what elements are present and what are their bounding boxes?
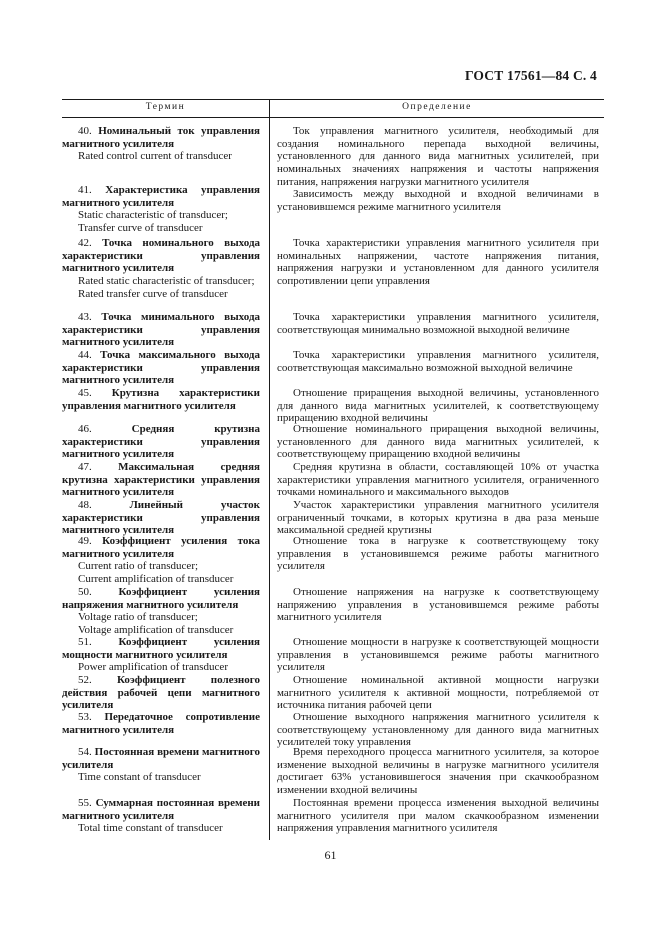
- definition-cell: Участок характеристики управления магнитного усилителя ограниченный точками, в которых крутизна в два раза меньше максимальной средней крутизны: [277, 499, 599, 537]
- definition-cell: Зависимость между выходной и входной величинами в установившемся режиме магнитного усилителя: [277, 188, 599, 213]
- page-number: 61: [324, 848, 337, 862]
- term-cell: [62, 125, 260, 163]
- term-number: 42.: [78, 237, 92, 249]
- term-name: Коэффициент усиления напряжения магнитного усилителя: [62, 586, 260, 611]
- term-cell: [62, 711, 260, 736]
- document-id: ГОСТ 17561—84 С. 4: [464, 68, 597, 83]
- term-title: [62, 349, 260, 387]
- term-name: Точка номинального выхода характеристики управления магнитного усилителя: [62, 237, 261, 275]
- column-header-terms: Термин: [145, 102, 186, 112]
- term-english: Voltage ratio of transducer;: [78, 611, 198, 624]
- definition-cell: Отношение номинального приращения выходной величины, установленного для данного вида магнитных усилителей, к соответствующему приращению входной величины: [277, 423, 599, 461]
- term-english: Total time constant of transducer: [78, 822, 223, 835]
- term-name: Коэффициент усиления мощности магнитного усилителя: [62, 636, 260, 661]
- definition-cell: Средняя крутизна в области, составляющей 10% от участка характеристики управления магнитного усилителя, ограниченного точками номинального и максимального выходов: [277, 461, 599, 499]
- definition-cell: Время переходного процесса магнитного усилителя, за которое изменение выходной величины в нагрузке магнитного усилителя достигает 63% установившегося значения при скачкообразном изменении входной величины: [277, 746, 599, 797]
- table-header-rule: [62, 117, 604, 118]
- term-title: [62, 746, 260, 771]
- term-number: 54.: [78, 746, 92, 758]
- term-number: 55.: [78, 797, 92, 809]
- term-title: [62, 535, 260, 560]
- term-cell: [62, 586, 260, 637]
- term-english: Rated transfer curve of transducer: [78, 287, 228, 300]
- term-cell: [62, 461, 260, 499]
- term-title: [62, 674, 260, 712]
- term-cell: [62, 535, 260, 586]
- term-title: [62, 711, 260, 736]
- term-name: Линейный участок характеристики управления магнитного усилителя: [62, 499, 260, 537]
- term-english: Voltage amplification of transducer: [78, 624, 234, 637]
- term-number: 49.: [78, 535, 92, 547]
- definition-cell: Отношение приращения выходной величины, установленного для данного вида магнитных усилителей, к соответствующему приращению входной величины: [277, 387, 599, 425]
- term-name: Характеристика управления магнитного усилителя: [62, 184, 260, 209]
- term-number: 48.: [78, 499, 92, 511]
- term-name: Максимальная средняя крутизна характеристики управления магнитного усилителя: [62, 461, 260, 499]
- term-title: [62, 423, 260, 461]
- term-english: Current ratio of transducer;: [78, 560, 199, 573]
- term-title: [62, 797, 260, 822]
- term-name: Коэффициент полезного действия рабочей цепи магнитного усилителя: [62, 674, 260, 712]
- term-title: [62, 184, 260, 209]
- term-name: Постоянная времени магнитного усилителя: [62, 746, 261, 771]
- term-number: 41.: [78, 184, 92, 196]
- definition-cell: Постоянная времени процесса изменения выходной величины магнитного усилителя при малом скачкообразном изменении напряжения управления магнитного усилителя: [277, 797, 599, 835]
- definition-cell: Отношение тока в нагрузке к соответствующему току управления в установившемся режиме работы магнитного усилителя: [277, 535, 599, 573]
- term-english: Current amplification of transducer: [78, 573, 234, 586]
- term-cell: [62, 636, 260, 674]
- term-number: 50.: [78, 586, 92, 598]
- term-name: Точка минимального выхода характеристики управления магнитного усилителя: [62, 311, 261, 349]
- term-title: [62, 461, 260, 499]
- table-top-rule: [62, 99, 604, 100]
- term-title: [62, 311, 260, 349]
- term-cell: [62, 311, 260, 349]
- term-number: 40.: [78, 125, 92, 137]
- term-number: 52.: [78, 674, 92, 686]
- term-cell: [62, 349, 260, 387]
- term-english: Transfer curve of transducer: [78, 222, 203, 235]
- definition-cell: Отношение номинальной активной мощности нагрузки магнитного усилителя к активной мощности, потребляемой от источника питания рабочей цепи: [277, 674, 599, 712]
- term-english: Time constant of transducer: [78, 771, 201, 784]
- definition-cell: Ток управления магнитного усилителя, необходимый для создания номинального перепада выходной величины, установленного для данного вида магнитных усилителей, при номинальных значениях напряжения и частоты напряжения питания, напряжения нагрузки магнитного усилителя: [277, 125, 599, 188]
- term-title: [62, 387, 260, 412]
- definition-cell: Отношение напряжения на нагрузке к соответствующему напряжению управления в установившемся режиме работы магнитного усилителя: [277, 586, 599, 624]
- term-name: Коэффициент усиления тока магнитного усилителя: [62, 535, 261, 560]
- term-english: Static characteristic of transducer;: [78, 209, 228, 222]
- term-name: Передаточное сопротивление магнитного усилителя: [62, 711, 260, 736]
- term-number: 43.: [78, 311, 92, 323]
- term-number: 44.: [78, 349, 92, 361]
- term-title: [62, 636, 260, 661]
- definition-cell: Отношение мощности в нагрузке к соответствующей мощности управления в установившемся режиме работы магнитного усилителя: [277, 636, 599, 674]
- definition-cell: Точка характеристики управления магнитного усилителя, соответствующая максимально возможной выходной величине: [277, 349, 599, 374]
- term-name: Суммарная постоянная времени магнитного усилителя: [62, 797, 260, 822]
- term-name: Средняя крутизна характеристики управления магнитного усилителя: [62, 423, 260, 461]
- term-cell: [62, 499, 260, 537]
- term-cell: [62, 674, 260, 712]
- term-cell: [62, 797, 260, 835]
- column-divider: [269, 99, 270, 840]
- term-english: Power amplification of transducer: [78, 661, 228, 674]
- term-cell: [62, 237, 260, 301]
- column-header-definitions: Определение: [402, 102, 472, 112]
- term-name: Номинальный ток управления магнитного усилителя: [62, 125, 260, 150]
- term-number: 51.: [78, 636, 92, 648]
- term-name: Точка максимального выхода характеристики управления магнитного усилителя: [62, 349, 261, 387]
- term-cell: [62, 184, 260, 235]
- term-name: Крутизна характеристики управления магнитного усилителя: [62, 387, 260, 412]
- definition-cell: Отношение выходного напряжения магнитного усилителя к соответствующему установленному для данного вида магнитных усилителей току управления: [277, 711, 599, 749]
- term-number: 47.: [78, 461, 92, 473]
- definition-cell: Точка характеристики управления магнитного усилителя при номинальных напряжении, частоте напряжения питания, напряжения нагрузки и установленном для данного усилителя сопротивлении цепи управления: [277, 237, 599, 288]
- definition-cell: Точка характеристики управления магнитного усилителя, соответствующая минимально возможной выходной величине: [277, 311, 599, 336]
- term-cell: [62, 387, 260, 412]
- term-english: Rated control current of transducer: [78, 150, 232, 163]
- term-number: 53.: [78, 711, 92, 723]
- term-cell: [62, 423, 260, 461]
- term-title: [62, 586, 260, 611]
- term-title: [62, 499, 260, 537]
- term-english: Rated static characteristic of transducer;: [78, 275, 255, 288]
- term-cell: [62, 746, 260, 784]
- term-number: 46.: [78, 423, 92, 435]
- term-number: 45.: [78, 387, 92, 399]
- term-title: [62, 237, 260, 275]
- term-title: [62, 125, 260, 150]
